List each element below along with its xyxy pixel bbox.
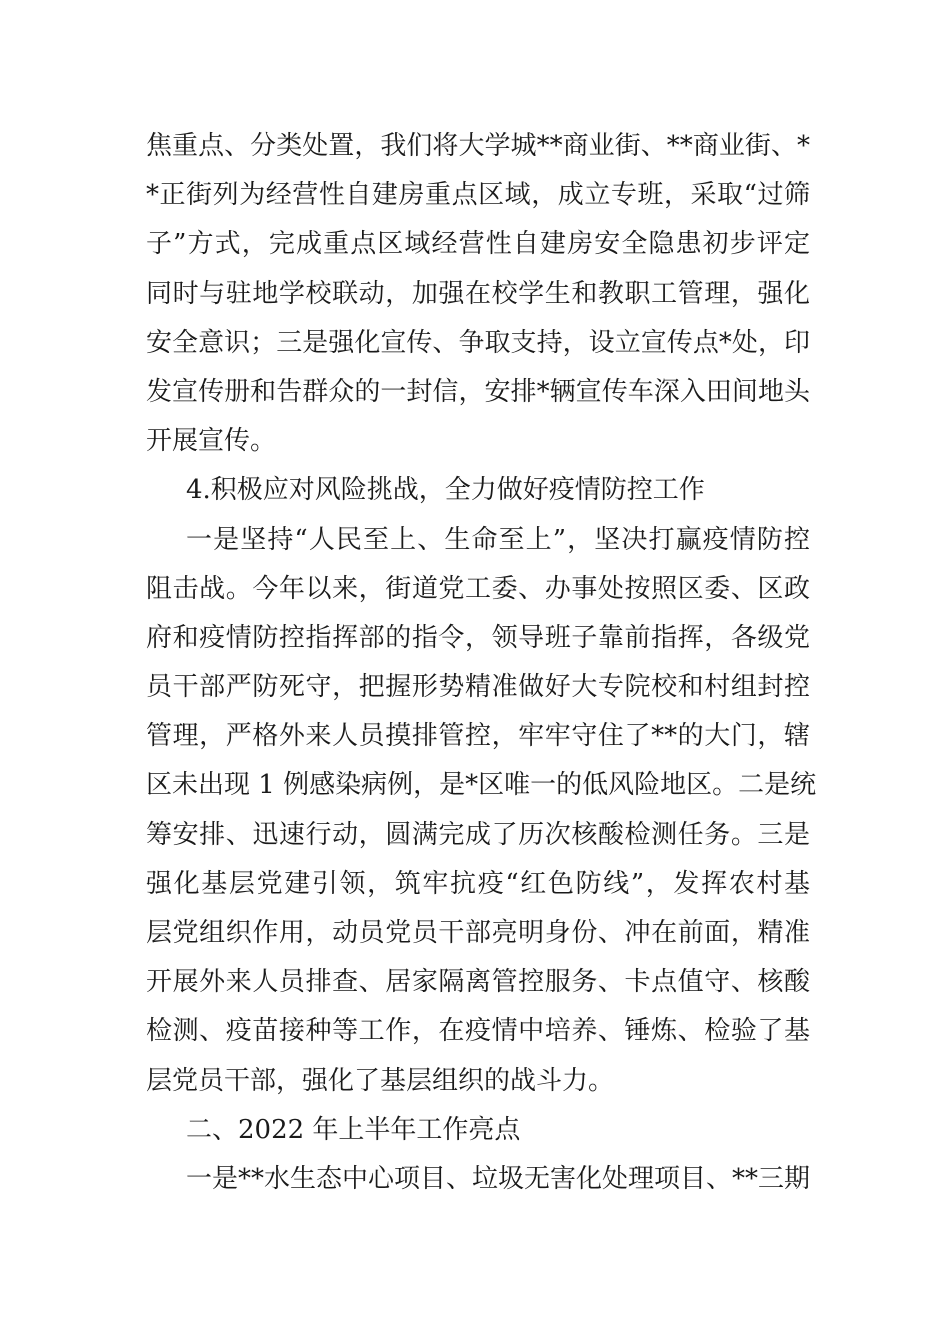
text-line-22: 一是**水生态中心项目、垃圾无害化处理项目、**三期: [186, 1163, 811, 1194]
text-line-5: 安全意识；三是强化宣传、争取支持，设立宣传点*处，印: [146, 327, 810, 358]
text-line-11: 府和疫情防控指挥部的指令，领导班子靠前指挥，各级党: [146, 622, 810, 653]
text-line-18: 开展外来人员排查、居家隔离管控服务、卡点值守、核酸: [146, 967, 810, 998]
text-line-14: 区未出现 1 例感染病例，是*区唯一的低风险地区。二是统: [146, 770, 817, 801]
text-line-10: 阻击战。今年以来，街道党工委、办事处按照区委、区政: [146, 573, 810, 604]
text-line-15: 筹安排、迅速行动，圆满完成了历次核酸检测任务。三是: [146, 819, 810, 850]
text-line-4: 同时与驻地学校联动，加强在校学生和教职工管理，强化: [146, 278, 810, 309]
text-line-6: 发宣传册和告群众的一封信，安排*辆宣传车深入田间地头: [146, 376, 810, 407]
text-line-17: 层党组织作用，动员党员干部亮明身份、冲在前面，精准: [146, 918, 810, 948]
text-line-7: 开展宣传。: [146, 426, 277, 457]
text-line-19: 检测、疫苗接种等工作，在疫情中培养、锤炼、检验了基: [146, 1016, 810, 1047]
text-line-13: 管理，严格外来人员摸排管控，牢牢守住了**的大门，辖: [146, 721, 810, 752]
section-heading-highlights: 二、2022 年上半年工作亮点: [186, 1114, 521, 1145]
document-body: [146, 122, 817, 1204]
text-line-12: 员干部严防死守，把握形势精准做好大专院校和村组封控: [146, 672, 810, 703]
section-heading-epidemic: 4.积极应对风险挑战，全力做好疫情防控工作: [186, 475, 705, 506]
text-line-20: 层党员干部，强化了基层组织的战斗力。: [146, 1065, 615, 1096]
text-line-9: 一是坚持“人民至上、生命至上”，坚决打赢疫情防控: [186, 524, 810, 555]
text-line-2: *正街列为经营性自建房重点区域，成立专班，采取“过筛: [146, 180, 810, 211]
text-line-16: 强化基层党建引领，筑牢抗疫“红色防线”，发挥农村基: [146, 868, 810, 899]
text-line-3: 子”方式，完成重点区域经营性自建房安全隐患初步评定: [146, 229, 810, 260]
text-line-1: 焦重点、分类处置，我们将大学城**商业街、**商业街、*: [146, 131, 810, 161]
